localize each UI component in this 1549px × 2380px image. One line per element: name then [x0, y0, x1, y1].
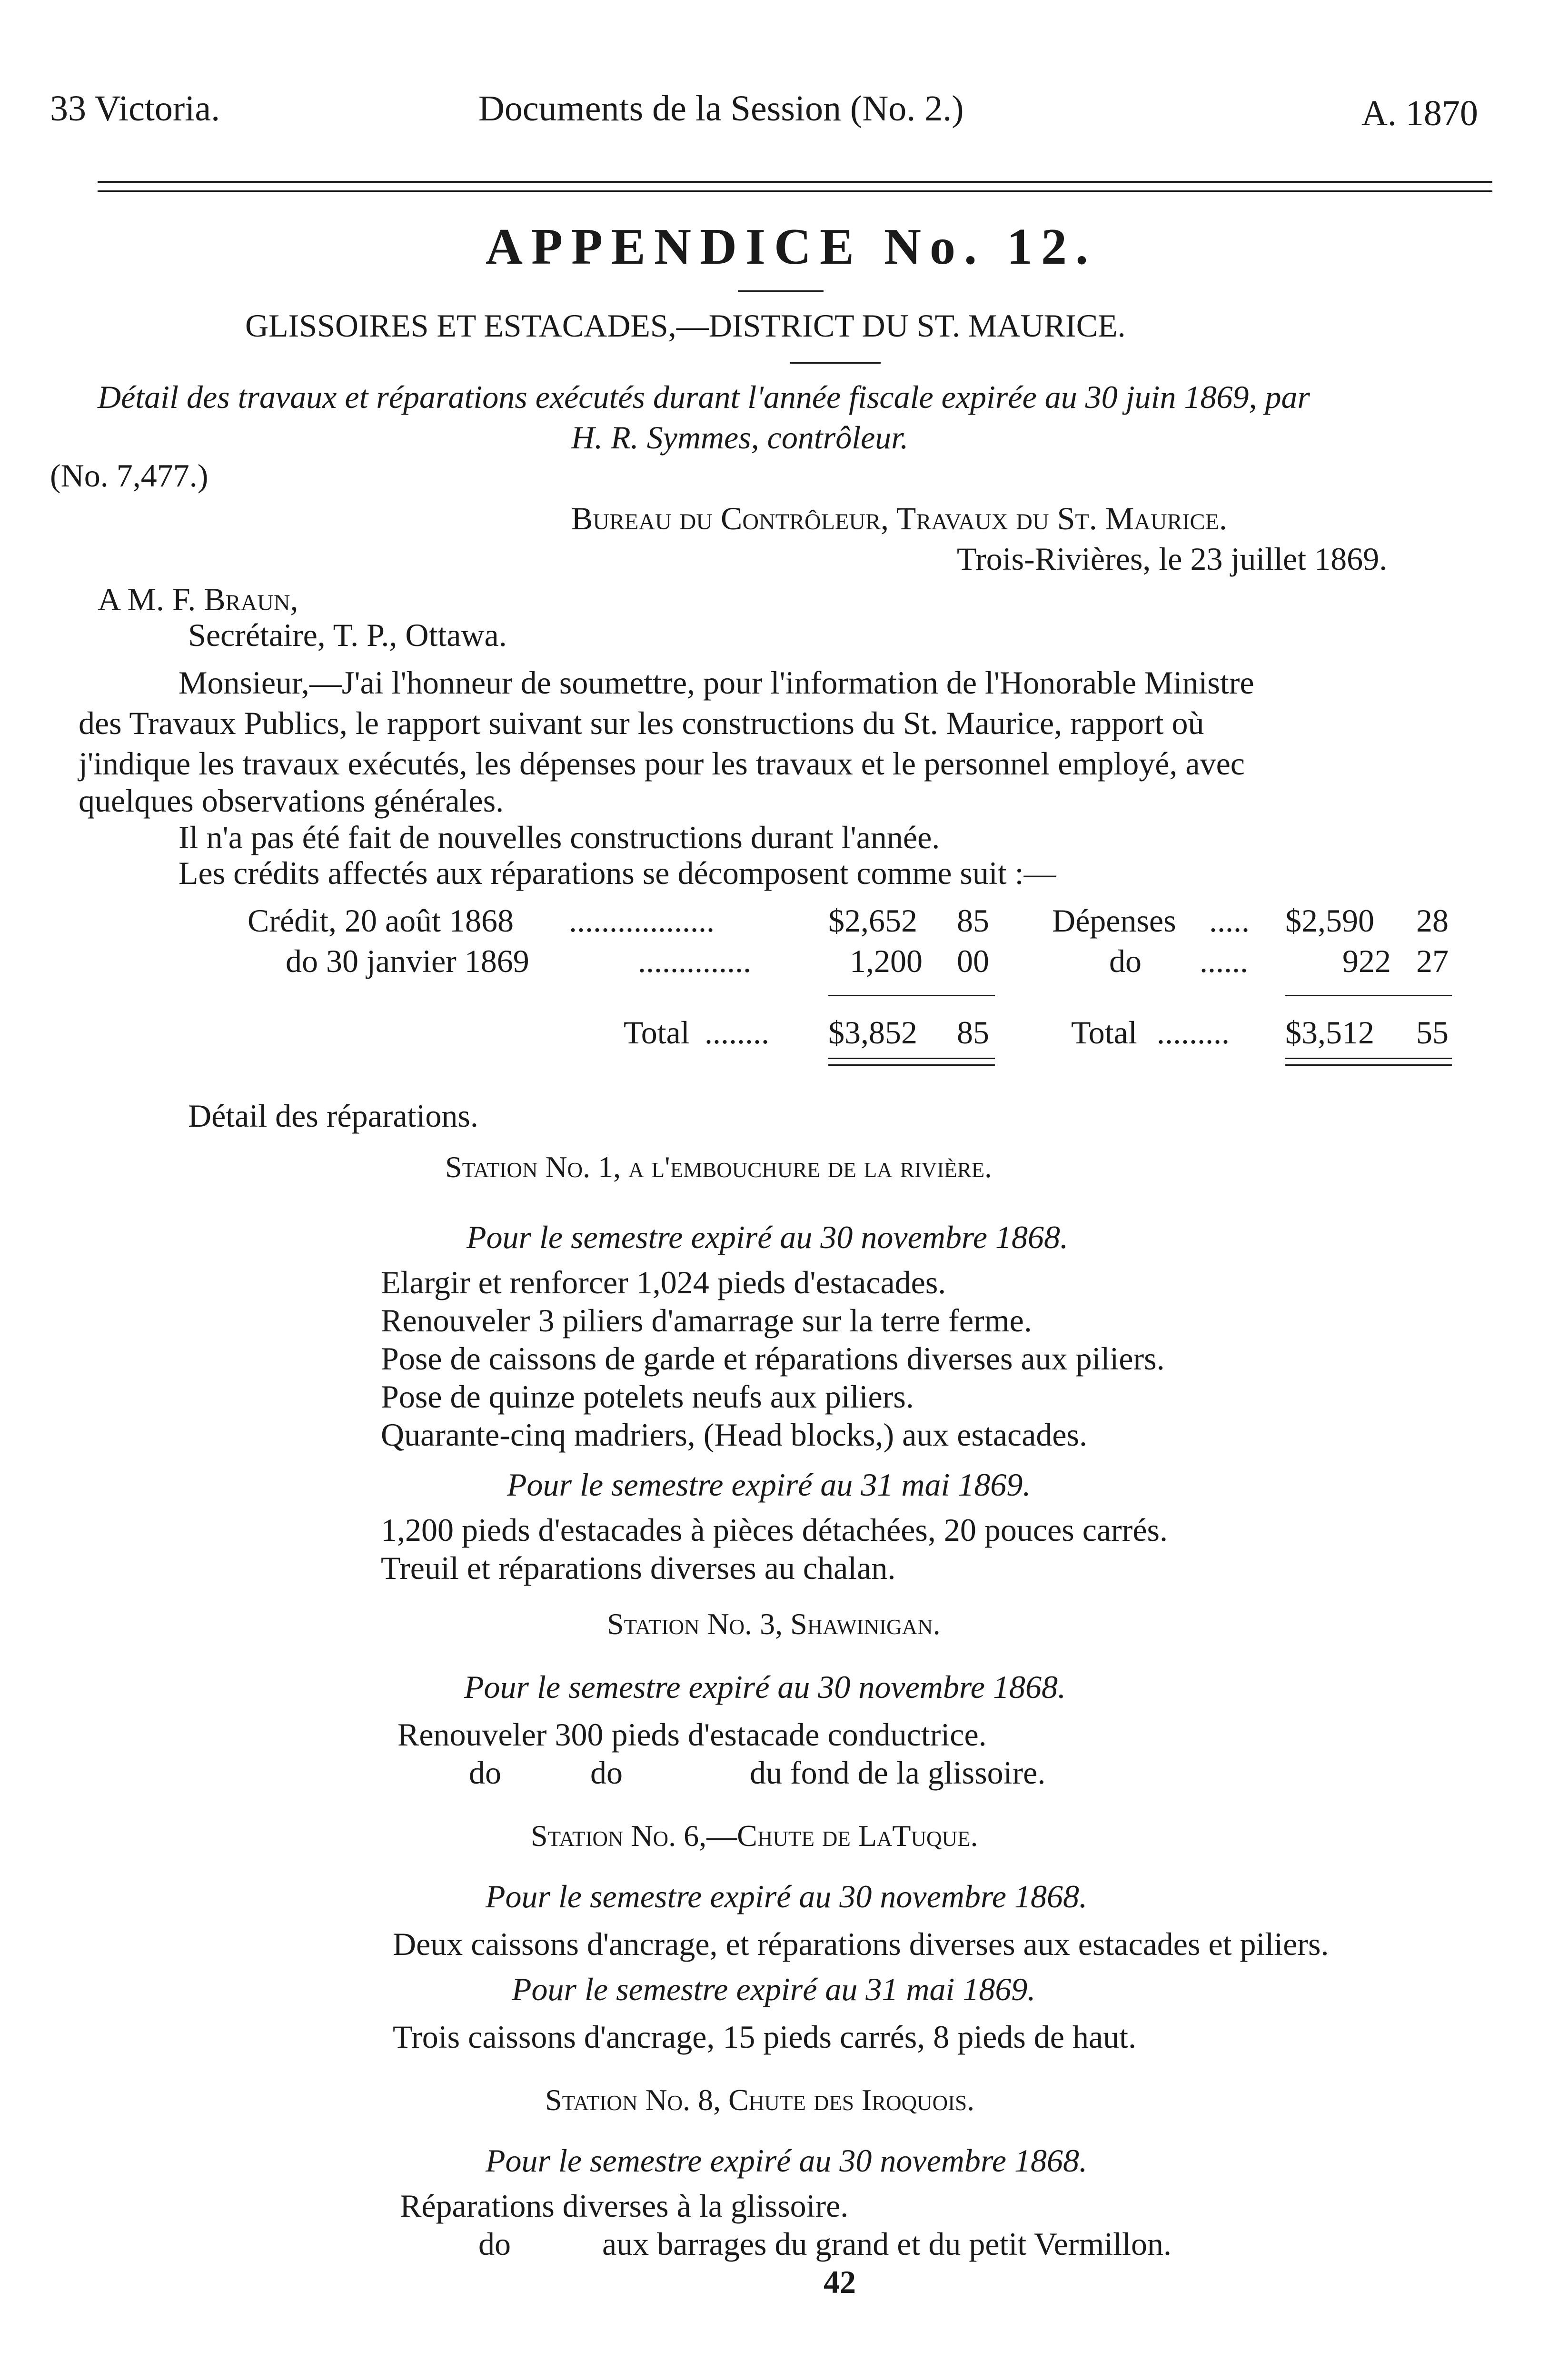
credit-total-label: Total — [624, 1014, 690, 1051]
body-line-4: quelques observations générales. — [79, 783, 504, 819]
header-rule-bottom — [98, 190, 1492, 192]
credit-row-2-cents: 00 — [957, 943, 989, 979]
report-description-line1: Détail des travaux et réparations exécutés durant l'année fiscale expirée au 30 juin 1869, par — [98, 379, 1311, 415]
title-short-rule — [738, 290, 824, 292]
station-8-item-2-do: do — [478, 2226, 511, 2262]
expense-row-2-label: do — [1109, 943, 1142, 979]
body-line-1: Monsieur,—J'ai l'honneur de soumettre, pour l'information de l'Honorable Ministre — [179, 664, 1254, 701]
station-1-item-7: Treuil et réparations diverses au chalan. — [381, 1550, 896, 1586]
appendix-title: APPENDICE No. 12. — [486, 218, 1097, 275]
station-8-item-2-text: aux barrages du grand et du petit Vermillon. — [602, 2226, 1172, 2262]
header-year: A. 1870 — [1361, 93, 1478, 133]
station-6-item-2: Trois caissons d'ancrage, 15 pieds carrés, 8 pieds de haut. — [393, 2019, 1137, 2055]
expense-total-double-rule-1 — [1285, 1058, 1452, 1059]
station-3-item-2-text: du fond de la glissoire. — [750, 1755, 1046, 1791]
expense-sum-rule — [1285, 995, 1452, 996]
credit-row-2-dollars: 1,200 — [850, 943, 923, 979]
credit-row-1-leaders: .................. — [569, 902, 715, 939]
credit-total-double-rule-2 — [828, 1064, 995, 1066]
station-8-item-1: Réparations diverses à la glissoire. — [400, 2188, 849, 2224]
credit-row-1-cents: 85 — [957, 902, 989, 939]
station-6-period-2: Pour le semestre expiré au 31 mai 1869. — [512, 1971, 1036, 2007]
header-session: Documents de la Session (No. 2.) — [478, 89, 964, 129]
station-3-item-2-do-2: do — [590, 1755, 623, 1791]
body-line-3: j'indique les travaux exécutés, les dépenses pour les travaux et le personnel employé, avec — [79, 745, 1245, 782]
expense-row-2-cents: 27 — [1416, 943, 1449, 979]
station-6-item-1: Deux caissons d'ancrage, et réparations diverses aux estacades et piliers. — [393, 1926, 1329, 1962]
addressee-title: Secrétaire, T. P., Ottawa. — [188, 617, 507, 653]
report-description-line2: H. R. Symmes, contrôleur. — [571, 419, 909, 456]
station-1-item-6: 1,200 pieds d'estacades à pièces détachées, 20 pouces carrés. — [381, 1512, 1168, 1548]
credit-total-cents: 85 — [957, 1014, 989, 1051]
station-6-heading: Station No. 6,—Chute de LaTuque. — [531, 1819, 978, 1853]
repairs-heading: Détail des réparations. — [188, 1098, 478, 1134]
station-1-item-5: Quarante-cinq madriers, (Head blocks,) aux estacades. — [381, 1417, 1088, 1453]
station-8-heading: Station No. 8, Chute des Iroquois. — [545, 2083, 975, 2117]
credit-total-double-rule-1 — [828, 1058, 995, 1059]
expense-total-label: Total — [1071, 1014, 1137, 1051]
letter-ref-number: (No. 7,477.) — [50, 457, 209, 494]
expense-total-dollars: $3,512 — [1285, 1014, 1374, 1051]
expense-total-double-rule-2 — [1285, 1064, 1452, 1066]
station-1-item-1: Elargir et renforcer 1,024 pieds d'estacades. — [381, 1264, 946, 1300]
expense-row-1-label: Dépenses — [1052, 902, 1176, 939]
credit-row-2-label: do 30 janvier 1869 — [286, 943, 529, 979]
header-rule-top — [98, 181, 1492, 183]
credit-row-1-label: Crédit, 20 août 1868 — [248, 902, 514, 939]
header-volume: 33 Victoria. — [50, 89, 220, 129]
expense-total-leaders: ......... — [1157, 1014, 1230, 1051]
expense-row-1-cents: 28 — [1416, 902, 1449, 939]
body-line-5: Il n'a pas été fait de nouvelles constructions durant l'année. — [179, 819, 940, 855]
body-line-6: Les crédits affectés aux réparations se décomposent comme suit :— — [179, 855, 1056, 891]
district-subtitle: GLISSOIRES ET ESTACADES,—DISTRICT DU ST. MAURICE. — [245, 307, 1126, 344]
expense-row-1-leaders: ..... — [1209, 902, 1250, 939]
addressee-name: A M. F. Braun, — [98, 581, 298, 617]
station-1-period-1: Pour le semestre expiré au 30 novembre 1868. — [467, 1219, 1068, 1255]
expense-row-1-dollars: $2,590 — [1285, 902, 1374, 939]
station-1-heading: Station No. 1, a l'embouchure de la rivière. — [445, 1150, 993, 1184]
credit-row-1-dollars: $2,652 — [828, 902, 917, 939]
page-number: 42 — [824, 2264, 856, 2300]
station-3-period-1: Pour le semestre expiré au 30 novembre 1868. — [464, 1669, 1066, 1705]
credit-total-leaders: ........ — [705, 1014, 769, 1051]
subtitle-short-rule — [790, 362, 881, 364]
station-3-item-2-do-1: do — [469, 1755, 501, 1791]
station-3-item-1: Renouveler 300 pieds d'estacade conductrice. — [397, 1716, 987, 1753]
place-date: Trois-Rivières, le 23 juillet 1869. — [957, 541, 1388, 577]
station-6-period-1: Pour le semestre expiré au 30 novembre 1868. — [486, 1878, 1087, 1914]
expense-row-2-leaders: ...... — [1200, 943, 1248, 979]
station-3-heading: Station No. 3, Shawinigan. — [607, 1607, 941, 1641]
station-1-item-2: Renouveler 3 piliers d'amarrage sur la terre ferme. — [381, 1302, 1032, 1339]
station-1-item-4: Pose de quinze potelets neufs aux piliers. — [381, 1378, 914, 1415]
office-heading: Bureau du Contrôleur, Travaux du St. Maurice. — [571, 500, 1227, 536]
credit-row-2-leaders: .............. — [638, 943, 751, 979]
expense-row-2-dollars: 922 — [1342, 943, 1391, 979]
station-1-period-2: Pour le semestre expiré au 31 mai 1869. — [507, 1467, 1031, 1503]
expense-total-cents: 55 — [1416, 1014, 1449, 1051]
station-1-item-3: Pose de caissons de garde et réparations diverses aux piliers. — [381, 1340, 1165, 1377]
station-8-period-1: Pour le semestre expiré au 30 novembre 1868. — [486, 2142, 1087, 2179]
body-line-2: des Travaux Publics, le rapport suivant sur les constructions du St. Maurice, rapport où — [79, 705, 1204, 741]
credit-total-dollars: $3,852 — [828, 1014, 917, 1051]
credit-sum-rule — [828, 995, 995, 996]
